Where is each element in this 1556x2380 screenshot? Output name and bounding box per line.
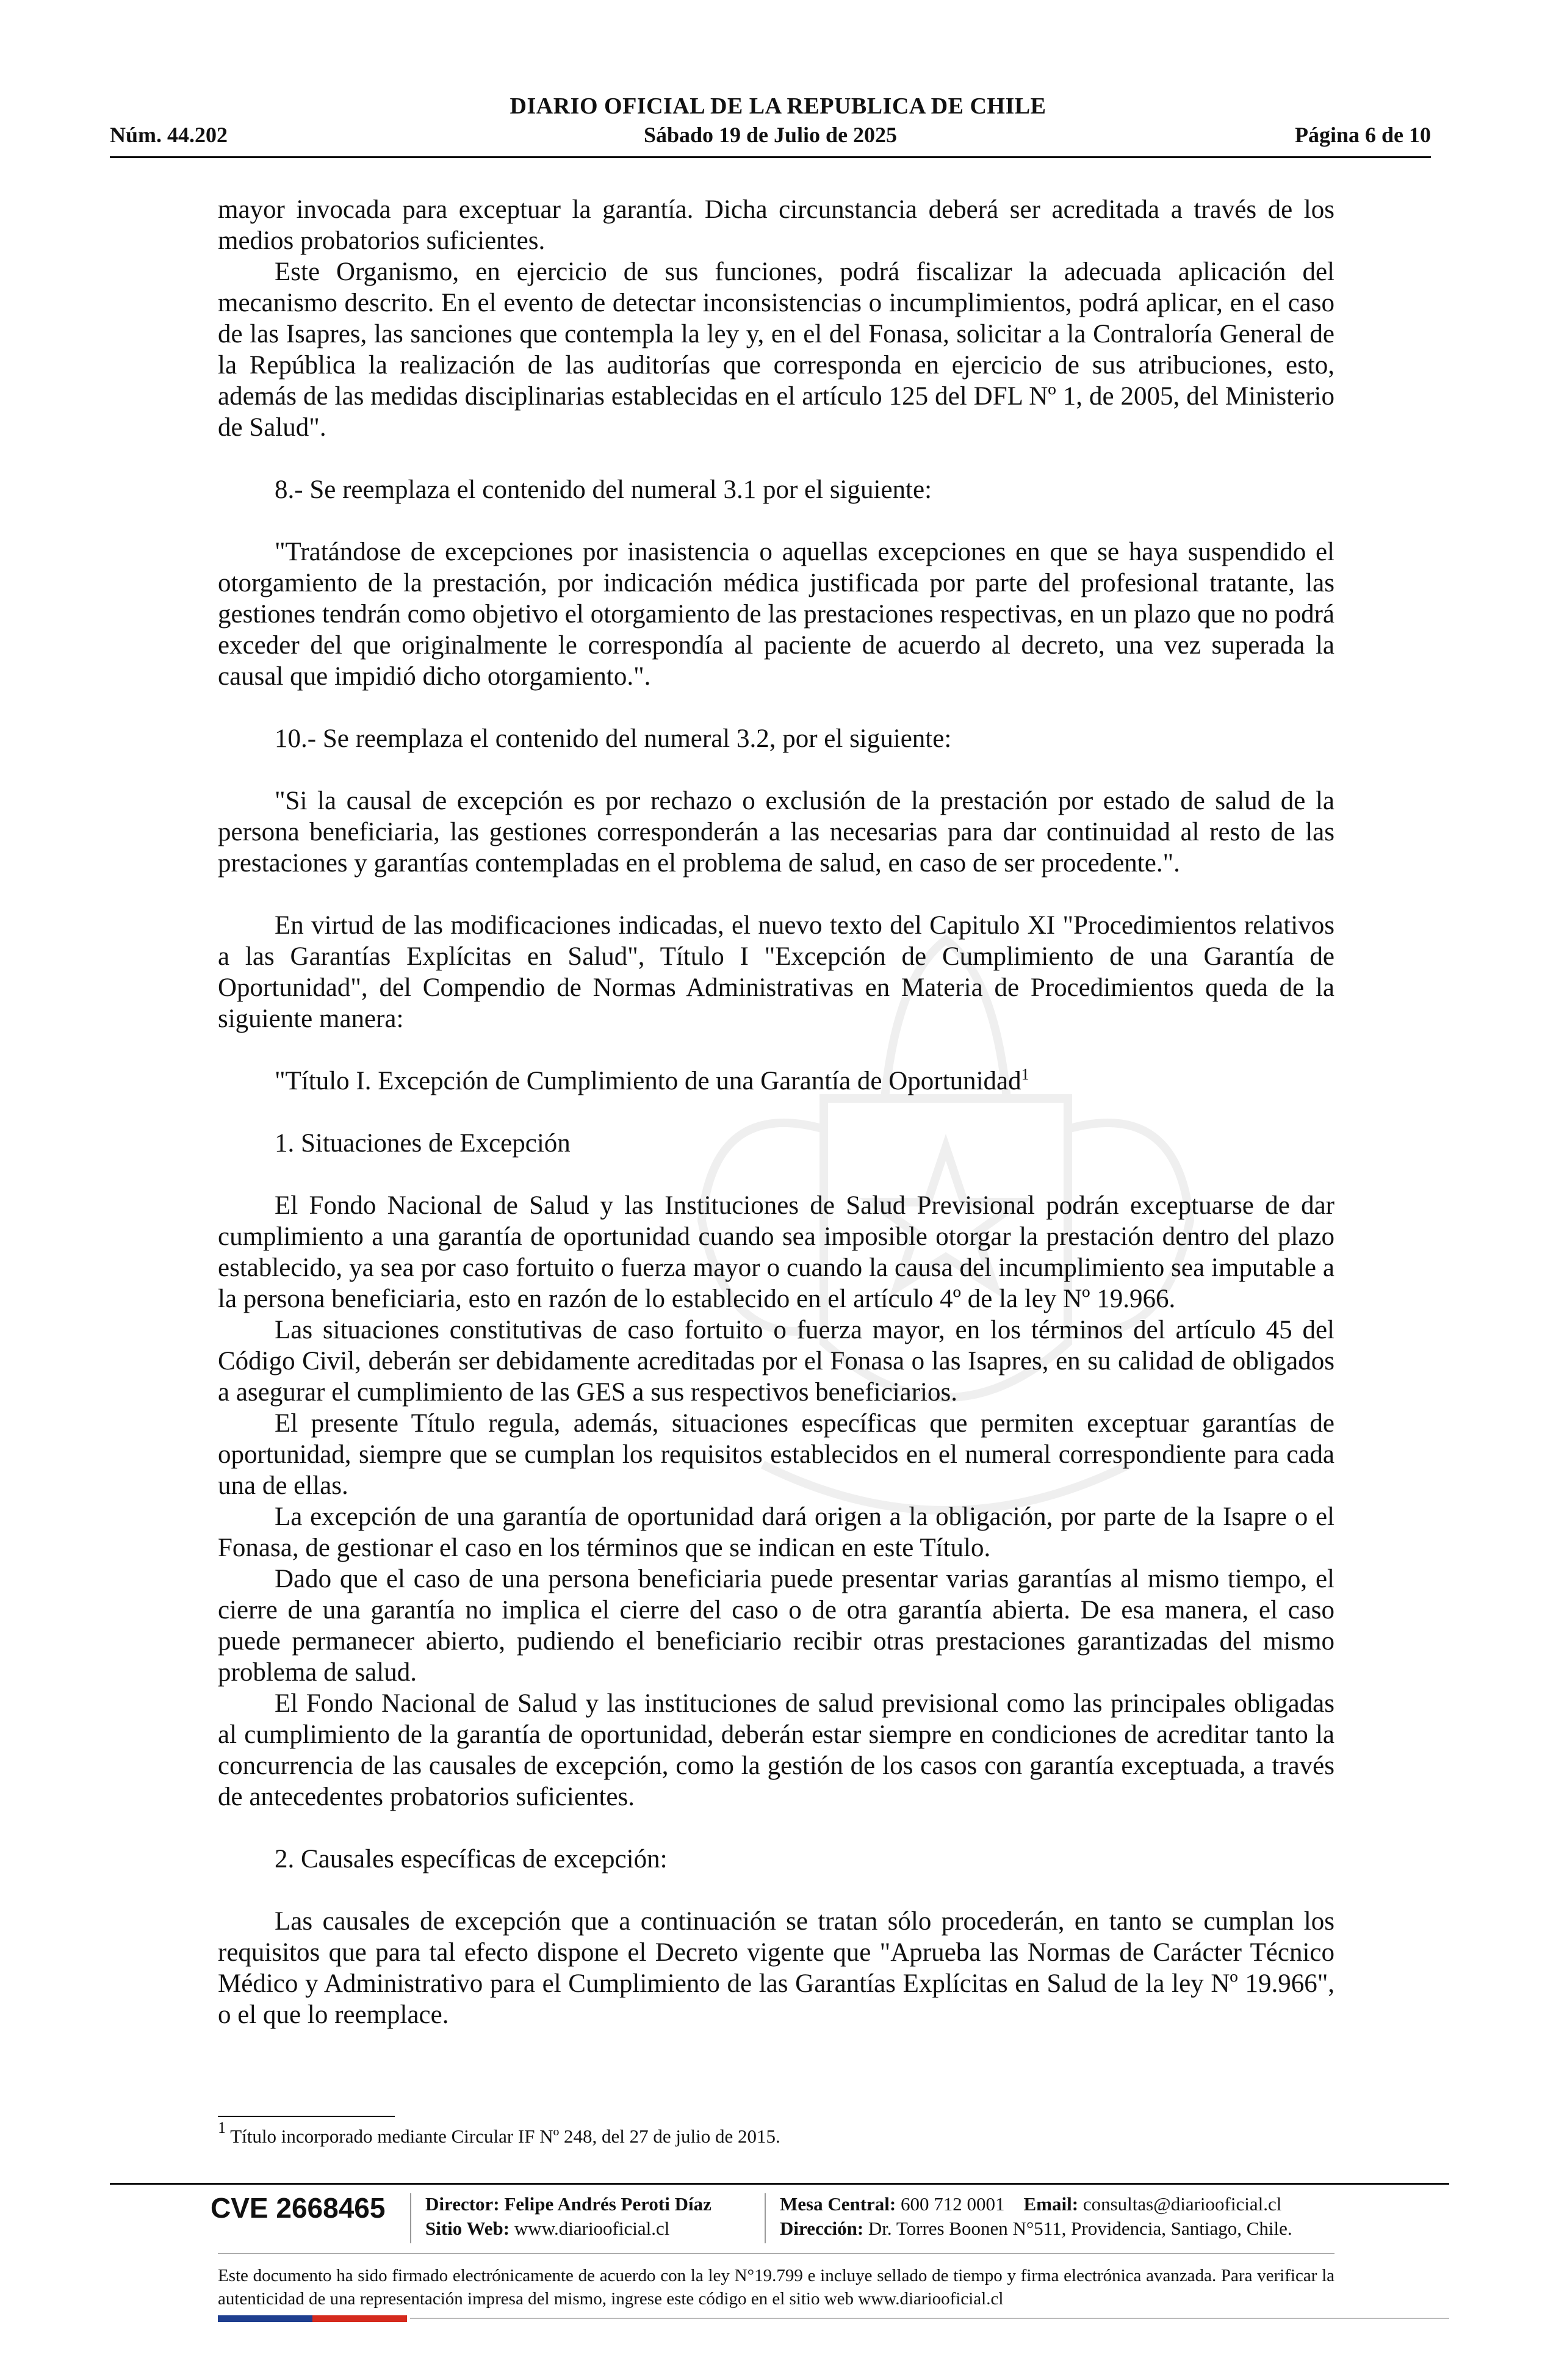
header-divider	[110, 156, 1431, 158]
flag-blue-segment	[218, 2315, 312, 2322]
footnote-divider	[218, 2116, 395, 2117]
phone-value: 600 712 0001	[901, 2193, 1005, 2215]
section-heading: 2. Causales específicas de excepción:	[275, 1845, 668, 1873]
paragraph: "Tratándose de excepciones por inasistencia o aquellas excepciones en que se haya suspendido el otorgamiento de la prestación, por indicación médica justificada por parte del profesional tratante, las gestiones tendrán como objetivo el otorgamiento de las prestaciones respectivas, en un plazo que no podrá exceder del que originalmente le correspondía al paciente de acuerdo al decreto, una vez superada la causal que impidió dicho otorgamiento.".	[218, 538, 1334, 691]
amendment-heading: 10.- Se reemplaza el contenido del numeral 3.2, por el siguiente:	[275, 724, 952, 753]
issue-date: Sábado 19 de Julio de 2025	[643, 123, 898, 147]
footnote-text: Título incorporado mediante Circular IF Nº 248, del 27 de julio de 2015.	[226, 2126, 780, 2147]
footer-divider	[110, 2183, 1449, 2185]
paragraph: Dado que el caso de una persona beneficiaria puede presentar varias garantías al mismo tiempo, el cierre de una garantía no implica el cierre del caso o de otra garantía abierta. De esa manera, el caso puede permanecer abierto, pudiendo el beneficiario recibir otras prestaciones garantizadas del mismo problema de salud.	[218, 1565, 1334, 1687]
flag-red-segment	[312, 2315, 407, 2322]
email-label: Email:	[1023, 2193, 1079, 2215]
page-indicator: Página 6 de 10	[1294, 123, 1431, 147]
director-label: Director:	[425, 2193, 500, 2215]
paragraph: Las causales de excepción que a continuación se tratan sólo procederán, en tanto se cumplan los requisitos que para tal efecto dispone el Decreto vigente que "Aprueba las Normas de Carácter Técnico Médico y Administrativo para el Cumplimiento de las Garantías Explícitas en Salud de la ley Nº 19.966", o el que lo reemplace.	[218, 1907, 1334, 2029]
footer-separator	[410, 2193, 411, 2243]
flag-color-bar	[218, 2315, 407, 2322]
paragraph: El Fondo Nacional de Salud y las Instituciones de Salud Previsional podrán exceptuarse de dar cumplimiento a una garantía de oportunidad cuando sea imposible otorgar la prestación dentro del plazo establecido, ya sea por caso fortuito o fuerza mayor o cuando la causa del incumplimiento sea imputable a la persona beneficiaria, esto en razón de lo establecido en el artículo 4º de la ley Nº 19.966.	[218, 1191, 1334, 1313]
paragraph: En virtud de las modificaciones indicadas, el nuevo texto del Capitulo XI "Procedimientos relativos a las Garantías Explícitas en Salud", Título I "Excepción de Cumplimiento de una Garantía de Oportunidad", del Compendio de Normas Administrativas en Materia de Procedimientos queda de la siguiente manera:	[218, 911, 1334, 1033]
paragraph: "Si la causal de excepción es por rechazo o exclusión de la prestación por estado de salud de la persona beneficiaria, las gestiones corresponderán a las necesarias para dar continuidad al resto de las prestaciones y garantías contempladas en el problema de salud, en caso de ser procedente.".	[218, 787, 1334, 878]
electronic-signature-note: Este documento ha sido firmado electrónicamente de acuerdo con la ley N°19.799 e incluye sellado de tiempo y firma electrónica avanzada. Para verificar la autenticidad de una representación impresa del mismo, ingrese este código en el sitio web www.diariooficial.cl	[218, 2266, 1334, 2309]
document-body	[218, 194, 1334, 2030]
paragraph: El Fondo Nacional de Salud y las instituciones de salud previsional como las principales obligadas al cumplimiento de la garantía de oportunidad, deberán estar siempre en condiciones de acreditar tanto la concurrencia de las causales de excepción, como la gestión de los casos con garantía exceptuada, a través de antecedentes probatorios suficientes.	[218, 1689, 1334, 1811]
issue-number: Núm. 44.202	[110, 123, 228, 147]
title-heading	[218, 1066, 1334, 1097]
amendment-heading: 8.- Se reemplaza el contenido del numeral 3.1 por el siguiente:	[275, 475, 932, 504]
paragraph: mayor invocada para exceptuar la garantía. Dicha circunstancia deberá ser acreditada a través de los medios probatorios suficientes.	[218, 195, 1334, 255]
paragraph: El presente Título regula, además, situaciones específicas que permiten exceptuar garantías de oportunidad, siempre que se cumplan los requisitos establecidos en el numeral correspondiente para cada una de ellas.	[218, 1409, 1334, 1500]
footer-contact-block	[780, 2192, 1292, 2241]
address-value: Dr. Torres Boonen N°511, Providencia, Santiago, Chile.	[868, 2218, 1292, 2239]
footnote-mark: 1	[218, 2119, 226, 2137]
paragraph: Este Organismo, en ejercicio de sus funciones, podrá fiscalizar la adecuada aplicación del mecanismo descrito. En el evento de detectar inconsistencias o incumplimientos, podrá aplicar, en el caso de las Isapres, las sanciones que contempla la ley y, en el del Fonasa, solicitar a la Contraloría General de la República la realización de las auditorías que corresponda en ejercicio de sus atribuciones, esto, además de las medidas disciplinarias establecidas en el artículo 125 del DFL Nº 1, de 2005, del Ministerio de Salud".	[218, 258, 1334, 442]
title-heading-text: "Título I. Excepción de Cumplimiento de una Garantía de Oportunidad	[275, 1067, 1021, 1095]
director-name: Felipe Andrés Peroti Díaz	[504, 2193, 711, 2215]
site-link[interactable]: www.diariooficial.cl	[514, 2218, 670, 2239]
footer-inner-divider	[218, 2253, 1334, 2254]
footnote-reference: 1	[1021, 1066, 1029, 1083]
section-heading: 1. Situaciones de Excepción	[275, 1129, 571, 1158]
address-label: Dirección:	[780, 2218, 864, 2239]
footer-bottom-rule	[410, 2318, 1449, 2319]
footer-director-block	[425, 2192, 711, 2241]
email-link[interactable]: consultas@diariooficial.cl	[1082, 2193, 1282, 2215]
header-row	[110, 122, 1431, 150]
newspaper-title: DIARIO OFICIAL DE LA REPUBLICA DE CHILE	[510, 93, 1046, 119]
site-label: Sitio Web:	[425, 2218, 510, 2239]
paragraph: Las situaciones constitutivas de caso fortuito o fuerza mayor, en los términos del artículo 45 del Código Civil, deberán ser debidamente acreditadas por el Fonasa o las Isapres, en su calidad de obligados a asegurar el cumplimiento de las GES a sus respectivos beneficiarios.	[218, 1316, 1334, 1407]
phone-label: Mesa Central:	[780, 2193, 896, 2215]
footer-separator	[765, 2193, 766, 2243]
paragraph: La excepción de una garantía de oportunidad dará origen a la obligación, por parte de la Isapre o el Fonasa, de gestionar el caso en los términos que se indican en este Título.	[218, 1502, 1334, 1562]
cve-code: CVE 2668465	[211, 2192, 386, 2224]
footnote	[218, 2119, 1334, 2148]
